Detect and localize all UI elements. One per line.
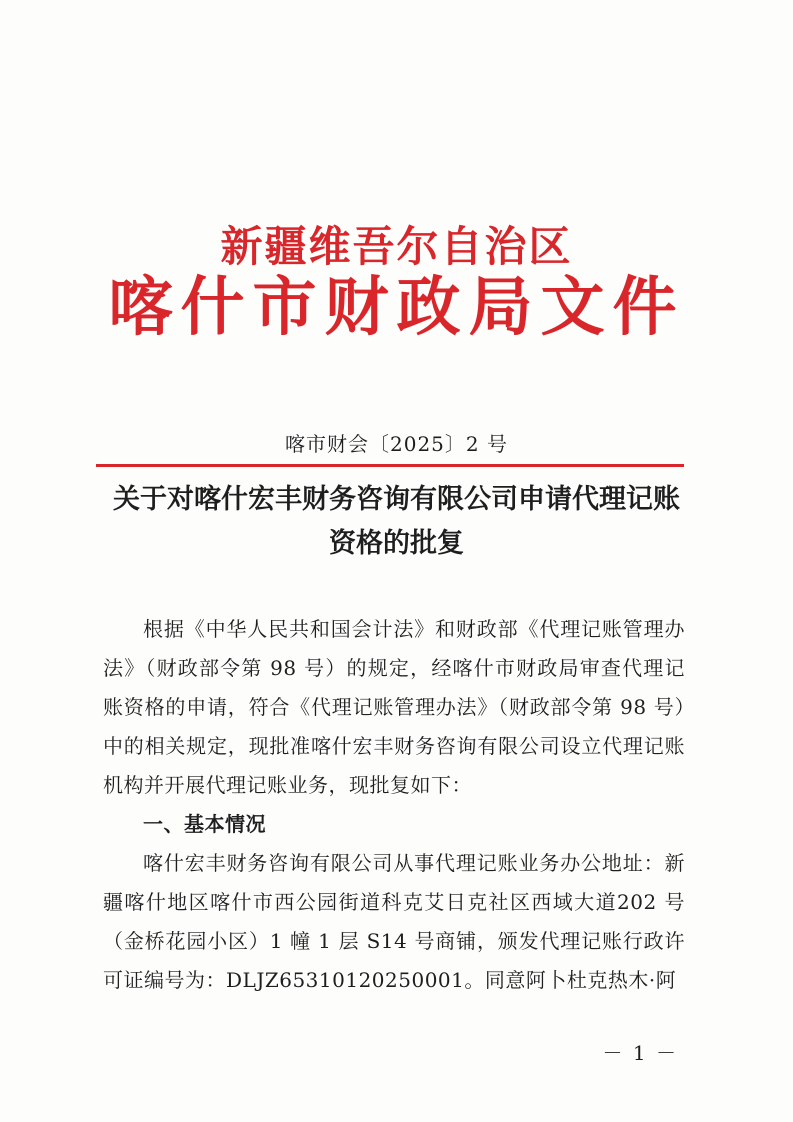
header-agency-document: 喀什市财政局文件 [108,270,685,345]
title-line-2: 资格的批复 [329,528,464,559]
document-body [103,610,685,1000]
header-region: 新疆维吾尔自治区 [220,222,573,271]
body-paragraph-1: 根据《中华人民共和国会计法》和财政部《代理记账管理办法》（财政部令第 98 号）的规定，经喀什市财政局审查代理记账资格的申请，符合《代理记账管理办法》（财政部令第 98 号）中的相关规定，现批准喀什宏丰财务咨询有限公司设立代理记账机构并开展代理记账业务，现批复如下： [103,617,685,797]
red-separator-line [96,464,684,467]
body-paragraph-2: 喀什宏丰财务咨询有限公司从事代理记账业务办公地址：新疆喀什地区喀什市西公园街道科克艾日克社区西域大道202 号（金桥花园小区）1 幢 1 层 S14 号商铺，颁发代理记账行政许可证编号为：DLJZ65310120250001。同意阿卜杜克热木·阿 [103,851,685,992]
section-heading-basic-info: 一、基本情况 [143,812,266,836]
document-number: 喀市财会〔2025〕2 号 [285,432,508,456]
page-number: － 1 － [602,1041,678,1065]
title-line-1: 关于对喀什宏丰财务咨询有限公司申请代理记账 [113,484,680,515]
document-title [60,478,733,566]
